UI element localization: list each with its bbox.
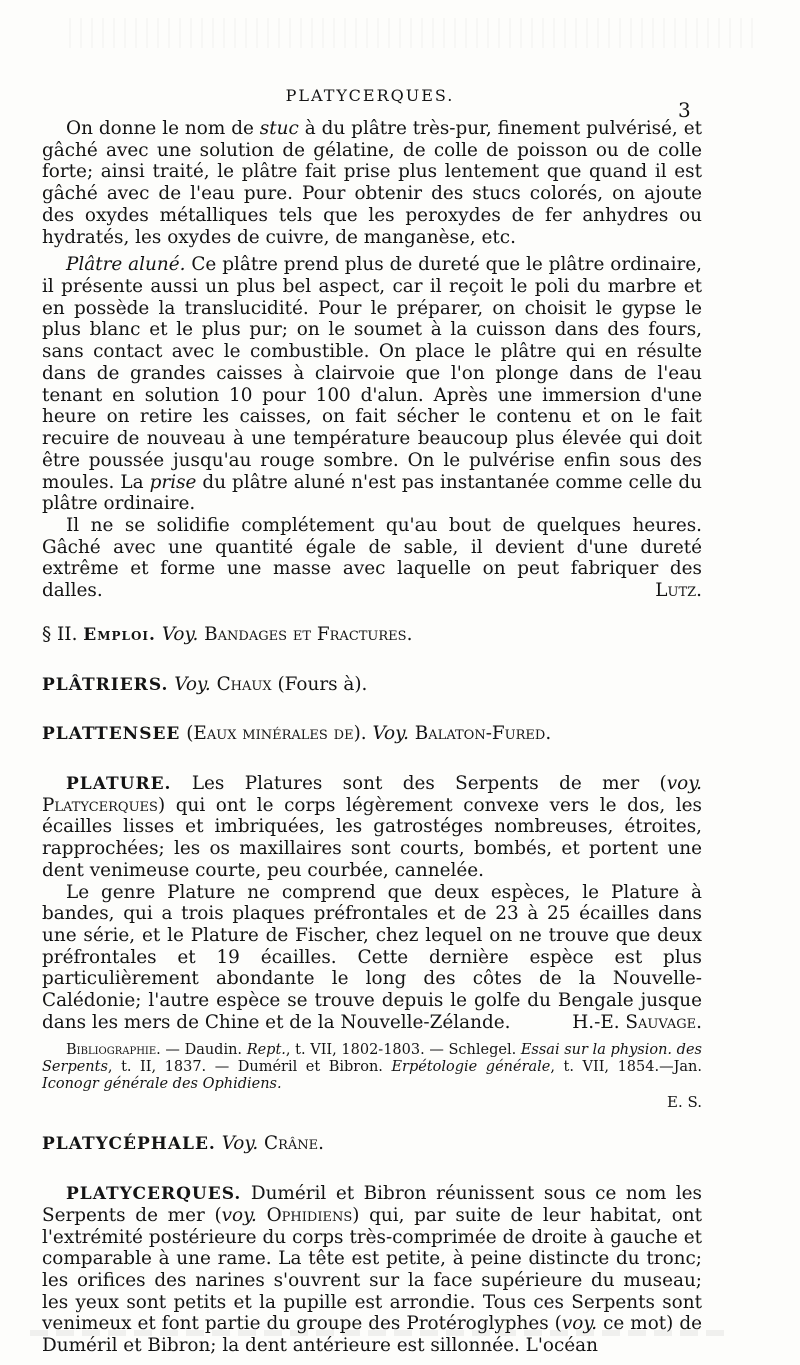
- text: (Eaux minérales de).: [186, 723, 367, 745]
- voy-label: voy.: [561, 1313, 598, 1335]
- text: Duméril et Bibron réunissent sous ce nom les Serpents de mer (: [42, 1183, 702, 1226]
- headword: PLATTENSEE: [42, 724, 181, 745]
- cross-reference: Bandages et Fractures.: [204, 623, 413, 645]
- cross-reference: Chaux: [216, 673, 272, 695]
- paragraph-plature-genre: [42, 882, 702, 1034]
- text: ) qui ont le corps légèrement convexe vers le dos, les écailles lisses et imbriquées, les gatrostéges nombreuses, étroites, rapprochées; les os maxillaires sont courts, bombés, et portent une dent venimeuse courte, peu courbée, cannelée.: [42, 794, 702, 881]
- section-mark: § II.: [42, 623, 78, 645]
- entry-plattensee: [42, 723, 702, 745]
- text: On donne le nom de: [66, 118, 260, 139]
- text: Le genre Plature ne comprend que deux espèces, le Plature à bandes, qui a trois plaques préfrontales et de 23 à 25 écailles dans une série, et le Plature de Fischer, chez lequel on ne trouve que deux préfrontales et 19 écailles. Cette dernière espèce est plus particulièrement abondante le long des côtes de la Nouvelle-Calédonie; l'autre espèce se trouve depuis le golfe du Bengale jusque dans les mers de Chine et de la Nouvelle-Zélande.: [42, 881, 702, 1033]
- work-title: Erpétologie générale: [391, 1058, 551, 1075]
- text: , t. VII, 1854.—Jan.: [550, 1058, 702, 1075]
- cross-reference: Ophidiens: [256, 1204, 353, 1226]
- headword: PLATYCÉPHALE.: [42, 1134, 216, 1155]
- entry-plature: [42, 773, 702, 882]
- term-prise: prise: [149, 471, 197, 493]
- voy-label: voy.: [666, 772, 702, 794]
- work-title: Rept.: [246, 1041, 286, 1058]
- text: — Daudin.: [160, 1041, 247, 1058]
- headword: Emploi.: [83, 624, 156, 645]
- text: ce mot) de Duméril et Bibron; la dent antérieure est sillonnée. L'océan: [42, 1313, 702, 1357]
- page-content: [42, 118, 702, 1357]
- text: à du plâtre très-pur, finement pulvérisé, et gâché avec une solution de gélatine, de colle de poisson ou de colle forte; ainsi traité, le plâtre fait prise plus lentement que quand il est gâché avec de l'eau pure. Pour obtenir des stucs colorés, on ajoute des oxydes métalliques tels que les peroxydes de fer anhydres ou hydratés, les oxydes de cuivre, de manganèse, etc.: [42, 118, 702, 248]
- cross-reference: Balaton-Fured.: [414, 723, 552, 745]
- text: du plâtre aluné n'est pas instantanée comme celle du plâtre ordinaire.: [42, 471, 702, 515]
- entry-emploi: [42, 624, 702, 646]
- text: (Fours à).: [277, 673, 368, 695]
- paragraph-stuc: [42, 118, 702, 248]
- work-title: Iconogr générale des Ophidiens.: [42, 1076, 282, 1093]
- headword: PLATURE.: [66, 773, 172, 794]
- text: ) qui, par suite de leur habitat, ont l'extrémité postérieure du corps très-comprimée de droite à gauche et comparable à une rame. La tête est petite, à peine distincte du tronc; les orifices des narines s'ouvrent sur la face supérieure du museau; les yeux sont petits et la pupille est arrondie. Tous ces Serpents sont venimeux et font partie du groupe des Protéroglyphes (: [42, 1204, 702, 1335]
- text: , t. VII, 1802-1803. — Schlegel.: [285, 1041, 521, 1058]
- voy-label: voy.: [221, 1204, 257, 1226]
- author-signature: H.-E. Sauvage.: [572, 1011, 702, 1033]
- text: , t. II, 1837. — Duméril et Bibron.: [107, 1058, 392, 1075]
- running-head: PLATYCERQUES.: [285, 86, 455, 105]
- voy-label: Voy.: [221, 1133, 259, 1155]
- term-stuc: stuc: [259, 118, 299, 139]
- text: Les Platures sont des Serpents de mer (: [171, 772, 667, 794]
- page-number: 3: [678, 98, 691, 122]
- scan-noise: [30, 1330, 730, 1336]
- headword: PLÂTRIERS.: [42, 674, 169, 695]
- subheading-platre-alune: Plâtre aluné.: [66, 254, 186, 276]
- text: Il ne se solidifie complétement qu'au bout de quelques heures. Gâché avec une quantité égale de sable, il devient d'une dureté extrême et forme une masse avec laquelle on peut fabriquer des dalles.: [42, 514, 702, 602]
- voy-label: Voy.: [174, 673, 211, 695]
- work-title: Essai sur la physion. des Serpents: [42, 1041, 702, 1075]
- bibliography-signature: E. S.: [667, 1092, 702, 1111]
- paragraph-platre-alune: [42, 254, 702, 515]
- cross-reference: Platycerques: [42, 794, 158, 816]
- headword: PLATYCERQUES.: [66, 1184, 242, 1205]
- entry-platycephale: [42, 1133, 702, 1155]
- bibliography-label: Bibliographie.: [66, 1041, 161, 1058]
- voy-label: Voy.: [372, 723, 409, 745]
- scan-noise: [60, 18, 760, 48]
- cross-reference: Crâne.: [264, 1133, 324, 1155]
- voy-label: Voy.: [161, 623, 199, 645]
- entry-platriers: [42, 674, 702, 696]
- bibliography: [42, 1042, 702, 1094]
- paragraph-solidifie: [42, 515, 702, 602]
- author-signature: Lutz.: [655, 580, 702, 602]
- text: Ce plâtre prend plus de dureté que le plâtre ordinaire, il présente aussi un plus bel aspect, car il reçoit le poli du marbre et en possède la translucidité. Pour le préparer, on choisit le gypse le plus blanc et le plus pur; on le soumet à la cuisson dans des fours, sans contact avec le combustible. On place le plâtre qui en résulte dans de grandes caisses à clairvoie que l'on plonge dans de l'eau tenant en solution 10 pour 100 d'alun. Après une immersion d'une heure on retire les caisses, on fait sécher le contenu et on le fait recuire de nouveau à une température beaucoup plus élevée qui doit être poussée jusqu'au rouge sombre. On le pulvérise enfin sous des moules. La: [42, 254, 702, 493]
